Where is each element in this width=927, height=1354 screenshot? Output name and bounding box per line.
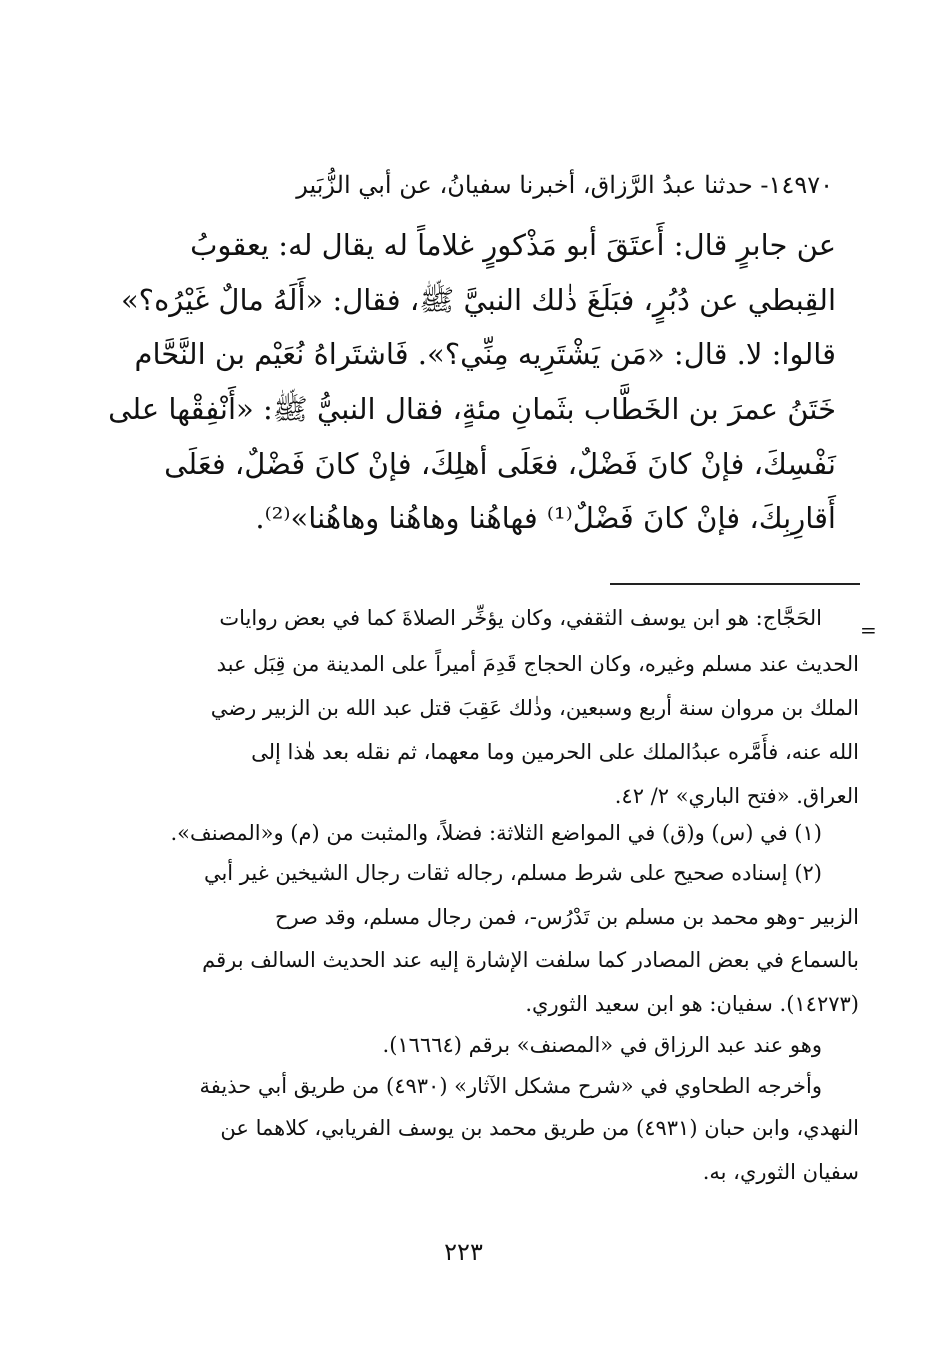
continuation-mark: = <box>860 618 877 642</box>
footnote-line: الملك بن مروان سنة أربع وسبعين، وذٰلك عَقِبَ قتل عبد الله بن الزبير رضي <box>210 696 859 720</box>
page-number: ٢٢٣ <box>444 1238 483 1266</box>
footnote-line: سفيان الثوري، به. <box>702 1160 859 1184</box>
footnote-2: (٢) إسناده صحيح على شرط مسلم، رجاله ثقات رجال الشيخين غير أبي <box>203 861 822 885</box>
hadith-line-6: نَفْسِكَ، فإنْ كانَ فَضْلٌ، فعَلَى أهلِكَ، فإنْ كانَ فَضْلٌ، فعَلَى <box>164 447 836 481</box>
footnote-line: وهو عند عبد الرزاق في «المصنف» برقم (١٦٦٦٤). <box>382 1033 822 1057</box>
footnote-line: الحَجَّاج: هو ابن يوسف الثقفي، وكان يؤخِّر الصلاةَ كما في بعض روايات <box>219 606 822 630</box>
footnote-divider <box>610 583 860 585</box>
hadith-line-3: القِبطي عن دُبُرٍ، فبَلَغَ ذٰلك النبيَّ ﷺ، فقال: «أَلَهُ مالٌ غَيْرُه؟» <box>120 283 836 317</box>
footnote-line: بالسماع في بعض المصادر كما سلفت الإشارة إليه عند الحديث السالف برقم <box>202 948 859 972</box>
hadith-line-5: خَتَنُ عمرَ بن الخَطَّاب بثَمانِ مئةٍ، فقال النبيُّ ﷺ: «أَنْفِقْها على <box>108 392 836 426</box>
footnote-1: (١) في (س) و(ق) في المواضع الثلاثة: فضلاً، والمثبت من (م) و«المصنف». <box>170 821 822 845</box>
footnote-line: الزبير -وهو محمد بن مسلم بن تَدْرُس-، فمن رجال مسلم، وقد صرح <box>274 905 859 929</box>
footnote-line: النهدي، وابن حبان (٤٩٣١) من طريق محمد بن يوسف الفريابي، كلاهما عن <box>220 1116 859 1140</box>
footnote-line: الحديث عند مسلم وغيره، وكان الحجاج قَدِمَ أميراً على المدينة من قِبَل عبد <box>216 652 859 676</box>
hadith-line-1: ١٤٩٧٠- حدثنا عبدُ الرَّزاق، أخبرنا سفيانُ، عن أبي الزُّبَير <box>296 171 833 199</box>
footnote-line: (١٤٢٧٣). سفيان: هو ابن سعيد الثوري. <box>525 992 859 1016</box>
hadith-line-7: أَقارِبِكَ، فإنْ كانَ فَضْلٌ⁽¹⁾ فهاهُنا وهاهُنا وهاهُنا»⁽²⁾. <box>255 501 836 535</box>
footnote-line: الله عنه، فأَمَّره عبدُالملك على الحرمين وما معهما، ثم نقله بعد هٰذا إلى <box>251 740 859 764</box>
footnote-line: وأخرجه الطحاوي في «شرح مشكل الآثار» (٤٩٣٠) من طريق أبي حذيفة <box>199 1074 822 1098</box>
hadith-line-2: عن جابرٍ قال: أَعتَقَ أبو مَذْكورٍ غلاماً له يقال له: يعقوبُ <box>190 228 836 262</box>
hadith-line-4: قالوا: لا. قال: «مَن يَشْتَرِيه مِنِّي؟». فَاشتَراهُ نُعَيْم بن النَّحَّام <box>134 337 836 371</box>
footnote-line: العراق. «فتح الباري» ٢/ ٤٢. <box>614 784 859 808</box>
